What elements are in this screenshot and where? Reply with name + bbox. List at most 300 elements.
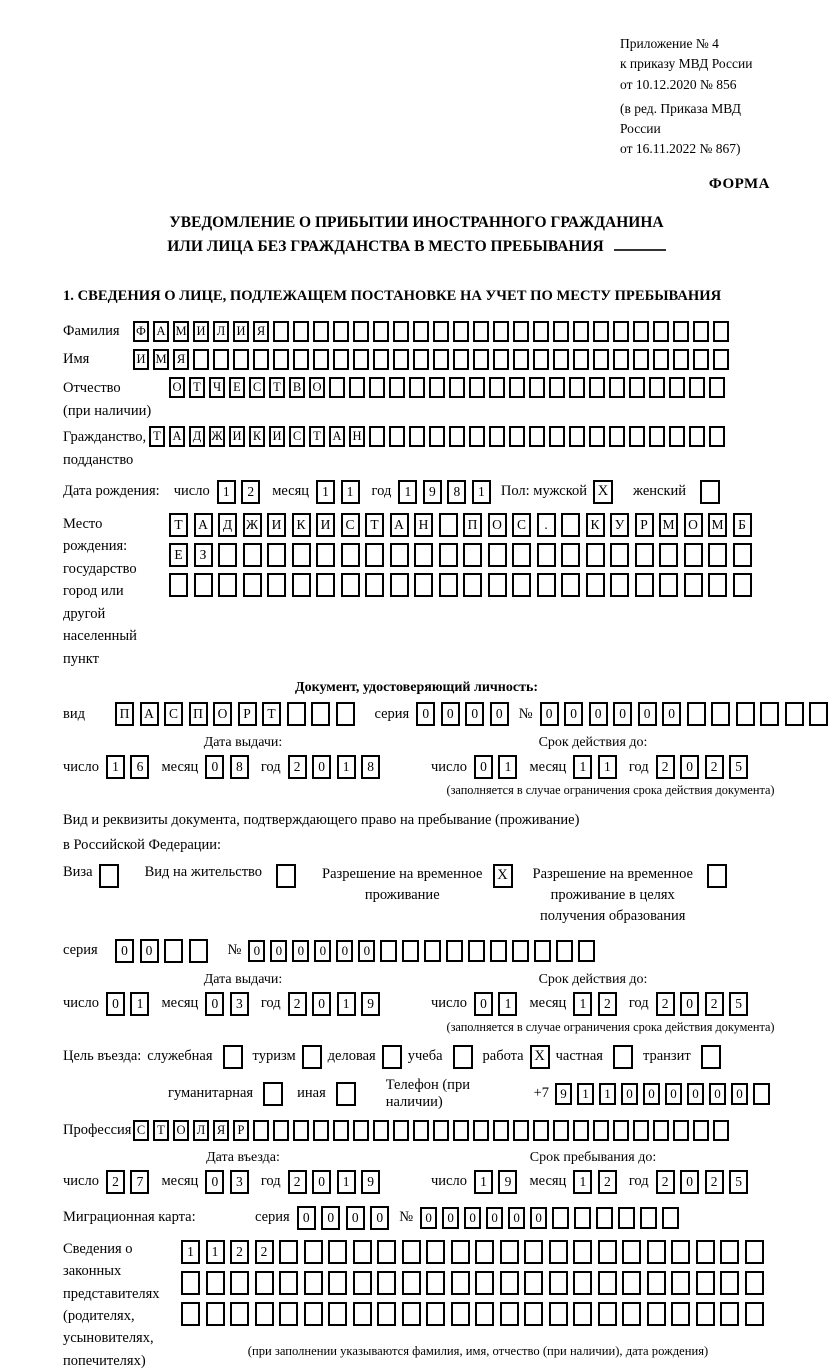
form-cell[interactable]: [409, 377, 425, 398]
form-cell[interactable]: 0: [490, 702, 509, 726]
form-cell[interactable]: [573, 1271, 592, 1295]
form-cell[interactable]: [292, 543, 311, 567]
form-cell[interactable]: 0: [662, 702, 681, 726]
form-cell[interactable]: [720, 1302, 739, 1326]
form-cell[interactable]: [707, 864, 727, 888]
form-cell[interactable]: [475, 1302, 494, 1326]
form-cell[interactable]: [488, 543, 507, 567]
form-cell[interactable]: М: [708, 513, 727, 537]
form-cell[interactable]: [189, 939, 208, 963]
form-cell[interactable]: [402, 1240, 421, 1264]
form-cell[interactable]: Т: [149, 426, 165, 447]
form-cell[interactable]: 0: [321, 1206, 340, 1230]
form-cell[interactable]: 0: [643, 1083, 660, 1105]
form-cell[interactable]: А: [169, 426, 185, 447]
form-cell[interactable]: К: [249, 426, 265, 447]
form-cell[interactable]: 1: [130, 992, 149, 1016]
form-cell[interactable]: [586, 573, 605, 597]
form-cell[interactable]: М: [173, 321, 189, 342]
form-cell[interactable]: 0: [680, 755, 699, 779]
form-cell[interactable]: [745, 1302, 764, 1326]
form-cell[interactable]: [689, 426, 705, 447]
form-cell[interactable]: [573, 1302, 592, 1326]
form-cell[interactable]: Е: [229, 377, 245, 398]
form-cell[interactable]: 0: [564, 702, 583, 726]
form-cell[interactable]: 2: [288, 755, 307, 779]
form-cell[interactable]: 2: [656, 992, 675, 1016]
form-cell[interactable]: [218, 543, 237, 567]
form-cell[interactable]: [574, 1207, 591, 1229]
form-cell[interactable]: [311, 702, 330, 726]
form-cell[interactable]: [267, 543, 286, 567]
form-cell[interactable]: [304, 1302, 323, 1326]
form-cell[interactable]: Т: [169, 513, 188, 537]
form-cell[interactable]: О: [488, 513, 507, 537]
form-cell[interactable]: [414, 543, 433, 567]
form-cell[interactable]: [573, 349, 589, 370]
form-cell[interactable]: И: [193, 321, 209, 342]
form-cell[interactable]: [598, 1302, 617, 1326]
form-cell[interactable]: [255, 1302, 274, 1326]
form-cell[interactable]: К: [292, 513, 311, 537]
form-cell[interactable]: [529, 377, 545, 398]
form-cell[interactable]: 1: [337, 755, 356, 779]
form-cell[interactable]: [500, 1302, 519, 1326]
form-cell[interactable]: [561, 513, 580, 537]
form-cell[interactable]: [279, 1302, 298, 1326]
form-cell[interactable]: О: [213, 702, 232, 726]
form-cell[interactable]: [493, 349, 509, 370]
form-cell[interactable]: 1: [398, 480, 417, 504]
form-cell[interactable]: 0: [312, 992, 331, 1016]
form-cell[interactable]: 0: [638, 702, 657, 726]
form-cell[interactable]: [243, 543, 262, 567]
form-cell[interactable]: А: [153, 321, 169, 342]
form-cell[interactable]: [760, 702, 779, 726]
form-cell[interactable]: 1: [181, 1240, 200, 1264]
form-cell[interactable]: [700, 480, 720, 504]
form-cell[interactable]: [711, 702, 730, 726]
form-cell[interactable]: [313, 349, 329, 370]
form-cell[interactable]: [629, 377, 645, 398]
form-cell[interactable]: [693, 349, 709, 370]
form-cell[interactable]: 2: [656, 755, 675, 779]
form-cell[interactable]: [313, 1120, 329, 1141]
form-cell[interactable]: Т: [269, 377, 285, 398]
form-cell[interactable]: [279, 1240, 298, 1264]
form-cell[interactable]: Л: [213, 321, 229, 342]
form-cell[interactable]: [696, 1271, 715, 1295]
form-cell[interactable]: [292, 573, 311, 597]
form-cell[interactable]: И: [267, 513, 286, 537]
form-cell[interactable]: 1: [573, 1170, 592, 1194]
form-cell[interactable]: [475, 1271, 494, 1295]
form-cell[interactable]: [613, 321, 629, 342]
form-cell[interactable]: X: [530, 1045, 550, 1069]
form-cell[interactable]: 2: [288, 1170, 307, 1194]
form-cell[interactable]: [549, 1302, 568, 1326]
form-cell[interactable]: [380, 940, 397, 962]
form-cell[interactable]: [569, 377, 585, 398]
form-cell[interactable]: [513, 321, 529, 342]
form-cell[interactable]: Л: [193, 1120, 209, 1141]
form-cell[interactable]: К: [586, 513, 605, 537]
form-cell[interactable]: Е: [169, 543, 188, 567]
form-cell[interactable]: [393, 349, 409, 370]
form-cell[interactable]: С: [133, 1120, 149, 1141]
form-cell[interactable]: 9: [423, 480, 442, 504]
form-cell[interactable]: [500, 1240, 519, 1264]
form-cell[interactable]: [489, 426, 505, 447]
form-cell[interactable]: [549, 377, 565, 398]
form-cell[interactable]: П: [115, 702, 134, 726]
form-cell[interactable]: 0: [248, 940, 265, 962]
form-cell[interactable]: П: [189, 702, 208, 726]
form-cell[interactable]: [653, 1120, 669, 1141]
form-cell[interactable]: [413, 1120, 429, 1141]
form-cell[interactable]: [733, 573, 752, 597]
form-cell[interactable]: Ж: [209, 426, 225, 447]
form-cell[interactable]: X: [593, 480, 613, 504]
form-cell[interactable]: [473, 349, 489, 370]
form-cell[interactable]: [273, 1120, 289, 1141]
form-cell[interactable]: 8: [230, 755, 249, 779]
form-cell[interactable]: [578, 940, 595, 962]
form-cell[interactable]: З: [194, 543, 213, 567]
form-cell[interactable]: [293, 321, 309, 342]
form-cell[interactable]: [662, 1207, 679, 1229]
form-cell[interactable]: [293, 1120, 309, 1141]
form-cell[interactable]: Н: [414, 513, 433, 537]
form-cell[interactable]: 0: [680, 992, 699, 1016]
form-cell[interactable]: А: [140, 702, 159, 726]
form-cell[interactable]: 0: [709, 1083, 726, 1105]
form-cell[interactable]: [273, 321, 289, 342]
form-cell[interactable]: [253, 349, 269, 370]
form-cell[interactable]: [429, 377, 445, 398]
form-cell[interactable]: [377, 1240, 396, 1264]
form-cell[interactable]: 9: [361, 992, 380, 1016]
form-cell[interactable]: [365, 573, 384, 597]
form-cell[interactable]: 0: [442, 1207, 459, 1229]
form-cell[interactable]: [534, 940, 551, 962]
form-cell[interactable]: [316, 573, 335, 597]
form-cell[interactable]: [451, 1240, 470, 1264]
form-cell[interactable]: [329, 377, 345, 398]
form-cell[interactable]: 1: [573, 755, 592, 779]
form-cell[interactable]: [569, 426, 585, 447]
form-cell[interactable]: [439, 513, 458, 537]
form-cell[interactable]: [689, 377, 705, 398]
form-cell[interactable]: [659, 573, 678, 597]
form-cell[interactable]: 6: [130, 755, 149, 779]
form-cell[interactable]: [573, 321, 589, 342]
form-cell[interactable]: 7: [130, 1170, 149, 1194]
form-cell[interactable]: [304, 1240, 323, 1264]
form-cell[interactable]: [389, 377, 405, 398]
form-cell[interactable]: [785, 702, 804, 726]
form-cell[interactable]: [649, 426, 665, 447]
form-cell[interactable]: [230, 1302, 249, 1326]
form-cell[interactable]: [341, 573, 360, 597]
form-cell[interactable]: Н: [349, 426, 365, 447]
form-cell[interactable]: 2: [598, 992, 617, 1016]
form-cell[interactable]: 0: [474, 992, 493, 1016]
form-cell[interactable]: 0: [441, 702, 460, 726]
form-cell[interactable]: [537, 543, 556, 567]
form-cell[interactable]: 2: [656, 1170, 675, 1194]
form-cell[interactable]: Б: [733, 513, 752, 537]
form-cell[interactable]: [513, 349, 529, 370]
form-cell[interactable]: [529, 426, 545, 447]
form-cell[interactable]: [369, 377, 385, 398]
form-cell[interactable]: [673, 1120, 689, 1141]
form-cell[interactable]: [253, 1120, 269, 1141]
form-cell[interactable]: Д: [189, 426, 205, 447]
form-cell[interactable]: 0: [621, 1083, 638, 1105]
form-cell[interactable]: [556, 940, 573, 962]
form-cell[interactable]: [424, 940, 441, 962]
form-cell[interactable]: [453, 1045, 473, 1069]
form-cell[interactable]: [609, 426, 625, 447]
form-cell[interactable]: Ч: [209, 377, 225, 398]
form-cell[interactable]: 1: [337, 1170, 356, 1194]
form-cell[interactable]: [524, 1302, 543, 1326]
form-cell[interactable]: [233, 349, 249, 370]
form-cell[interactable]: [490, 940, 507, 962]
form-cell[interactable]: [446, 940, 463, 962]
form-cell[interactable]: И: [233, 321, 249, 342]
form-cell[interactable]: [377, 1302, 396, 1326]
form-cell[interactable]: [302, 1045, 322, 1069]
form-cell[interactable]: [512, 543, 531, 567]
form-cell[interactable]: 0: [106, 992, 125, 1016]
form-cell[interactable]: [469, 377, 485, 398]
form-cell[interactable]: 8: [447, 480, 466, 504]
form-cell[interactable]: [647, 1302, 666, 1326]
form-cell[interactable]: [549, 426, 565, 447]
form-cell[interactable]: [524, 1271, 543, 1295]
form-cell[interactable]: [433, 321, 449, 342]
form-cell[interactable]: Я: [173, 349, 189, 370]
form-cell[interactable]: [213, 349, 229, 370]
form-cell[interactable]: [609, 377, 625, 398]
form-cell[interactable]: Т: [262, 702, 281, 726]
form-cell[interactable]: [169, 573, 188, 597]
form-cell[interactable]: [633, 349, 649, 370]
form-cell[interactable]: Р: [233, 1120, 249, 1141]
form-cell[interactable]: 1: [472, 480, 491, 504]
form-cell[interactable]: [402, 1302, 421, 1326]
form-cell[interactable]: 0: [370, 1206, 389, 1230]
form-cell[interactable]: [468, 940, 485, 962]
form-cell[interactable]: [463, 543, 482, 567]
form-cell[interactable]: [596, 1207, 613, 1229]
form-cell[interactable]: [553, 349, 569, 370]
form-cell[interactable]: 9: [361, 1170, 380, 1194]
form-cell[interactable]: [701, 1045, 721, 1069]
form-cell[interactable]: [713, 349, 729, 370]
form-cell[interactable]: [613, 349, 629, 370]
form-cell[interactable]: 9: [498, 1170, 517, 1194]
form-cell[interactable]: [206, 1271, 225, 1295]
form-cell[interactable]: [328, 1240, 347, 1264]
form-cell[interactable]: [451, 1271, 470, 1295]
form-cell[interactable]: [708, 573, 727, 597]
form-cell[interactable]: 2: [288, 992, 307, 1016]
form-cell[interactable]: [733, 543, 752, 567]
form-cell[interactable]: [218, 573, 237, 597]
form-cell[interactable]: [390, 543, 409, 567]
form-cell[interactable]: 1: [599, 1083, 616, 1105]
form-cell[interactable]: 2: [705, 992, 724, 1016]
form-cell[interactable]: 0: [312, 755, 331, 779]
form-cell[interactable]: 2: [106, 1170, 125, 1194]
form-cell[interactable]: 5: [729, 755, 748, 779]
form-cell[interactable]: [537, 573, 556, 597]
form-cell[interactable]: [328, 1271, 347, 1295]
form-cell[interactable]: [671, 1271, 690, 1295]
form-cell[interactable]: X: [493, 864, 513, 888]
form-cell[interactable]: П: [463, 513, 482, 537]
form-cell[interactable]: 2: [705, 1170, 724, 1194]
form-cell[interactable]: [328, 1302, 347, 1326]
form-cell[interactable]: Р: [635, 513, 654, 537]
form-cell[interactable]: [279, 1271, 298, 1295]
form-cell[interactable]: [693, 1120, 709, 1141]
form-cell[interactable]: [669, 426, 685, 447]
form-cell[interactable]: 0: [420, 1207, 437, 1229]
form-cell[interactable]: О: [173, 1120, 189, 1141]
form-cell[interactable]: [696, 1240, 715, 1264]
form-cell[interactable]: [493, 1120, 509, 1141]
form-cell[interactable]: [304, 1271, 323, 1295]
form-cell[interactable]: 1: [474, 1170, 493, 1194]
form-cell[interactable]: 1: [341, 480, 360, 504]
form-cell[interactable]: [598, 1240, 617, 1264]
form-cell[interactable]: [693, 321, 709, 342]
form-cell[interactable]: [653, 321, 669, 342]
form-cell[interactable]: 8: [361, 755, 380, 779]
form-cell[interactable]: 0: [680, 1170, 699, 1194]
form-cell[interactable]: [553, 321, 569, 342]
form-cell[interactable]: 0: [312, 1170, 331, 1194]
form-cell[interactable]: [369, 426, 385, 447]
form-cell[interactable]: [745, 1240, 764, 1264]
form-cell[interactable]: [493, 321, 509, 342]
form-cell[interactable]: 0: [346, 1206, 365, 1230]
form-cell[interactable]: [659, 543, 678, 567]
form-cell[interactable]: [353, 1240, 372, 1264]
form-cell[interactable]: 0: [589, 702, 608, 726]
form-cell[interactable]: [336, 702, 355, 726]
form-cell[interactable]: 0: [358, 940, 375, 962]
form-cell[interactable]: 0: [687, 1083, 704, 1105]
form-cell[interactable]: 1: [573, 992, 592, 1016]
form-cell[interactable]: [429, 426, 445, 447]
form-cell[interactable]: [426, 1302, 445, 1326]
form-cell[interactable]: 0: [464, 1207, 481, 1229]
form-cell[interactable]: А: [194, 513, 213, 537]
form-cell[interactable]: [489, 377, 505, 398]
form-cell[interactable]: [449, 377, 465, 398]
form-cell[interactable]: Т: [153, 1120, 169, 1141]
form-cell[interactable]: 3: [230, 992, 249, 1016]
form-cell[interactable]: [696, 1302, 715, 1326]
form-cell[interactable]: И: [229, 426, 245, 447]
form-cell[interactable]: О: [684, 513, 703, 537]
form-cell[interactable]: 0: [292, 940, 309, 962]
form-cell[interactable]: [194, 573, 213, 597]
form-cell[interactable]: А: [329, 426, 345, 447]
form-cell[interactable]: 0: [297, 1206, 316, 1230]
form-cell[interactable]: [513, 1120, 529, 1141]
form-cell[interactable]: [353, 349, 369, 370]
form-cell[interactable]: [649, 377, 665, 398]
form-cell[interactable]: Р: [238, 702, 257, 726]
form-cell[interactable]: [671, 1302, 690, 1326]
form-cell[interactable]: [561, 573, 580, 597]
form-cell[interactable]: Ф: [133, 321, 149, 342]
form-cell[interactable]: [453, 1120, 469, 1141]
form-cell[interactable]: О: [309, 377, 325, 398]
form-cell[interactable]: [267, 573, 286, 597]
form-cell[interactable]: [709, 426, 725, 447]
form-cell[interactable]: [573, 1120, 589, 1141]
form-cell[interactable]: [164, 939, 183, 963]
form-cell[interactable]: [488, 573, 507, 597]
form-cell[interactable]: [433, 349, 449, 370]
form-cell[interactable]: [349, 377, 365, 398]
form-cell[interactable]: [533, 321, 549, 342]
form-cell[interactable]: [552, 1207, 569, 1229]
form-cell[interactable]: [512, 573, 531, 597]
form-cell[interactable]: [647, 1271, 666, 1295]
form-cell[interactable]: 1: [316, 480, 335, 504]
form-cell[interactable]: [610, 573, 629, 597]
form-cell[interactable]: Я: [253, 321, 269, 342]
form-cell[interactable]: С: [341, 513, 360, 537]
form-cell[interactable]: [413, 321, 429, 342]
form-cell[interactable]: [353, 1120, 369, 1141]
form-cell[interactable]: [549, 1271, 568, 1295]
form-cell[interactable]: Т: [189, 377, 205, 398]
form-cell[interactable]: [181, 1271, 200, 1295]
form-cell[interactable]: [736, 702, 755, 726]
form-cell[interactable]: .: [537, 513, 556, 537]
form-cell[interactable]: 1: [598, 755, 617, 779]
form-cell[interactable]: [713, 321, 729, 342]
form-cell[interactable]: [598, 1271, 617, 1295]
form-cell[interactable]: [316, 543, 335, 567]
form-cell[interactable]: [373, 1120, 389, 1141]
form-cell[interactable]: [553, 1120, 569, 1141]
form-cell[interactable]: 1: [498, 755, 517, 779]
form-cell[interactable]: [669, 377, 685, 398]
form-cell[interactable]: [629, 426, 645, 447]
form-cell[interactable]: 2: [705, 755, 724, 779]
form-cell[interactable]: И: [269, 426, 285, 447]
form-cell[interactable]: [333, 1120, 349, 1141]
form-cell[interactable]: [720, 1240, 739, 1264]
form-cell[interactable]: [512, 940, 529, 962]
form-cell[interactable]: [273, 349, 289, 370]
form-cell[interactable]: 0: [140, 939, 159, 963]
form-cell[interactable]: [414, 573, 433, 597]
form-cell[interactable]: [709, 377, 725, 398]
form-cell[interactable]: С: [164, 702, 183, 726]
form-cell[interactable]: [622, 1302, 641, 1326]
